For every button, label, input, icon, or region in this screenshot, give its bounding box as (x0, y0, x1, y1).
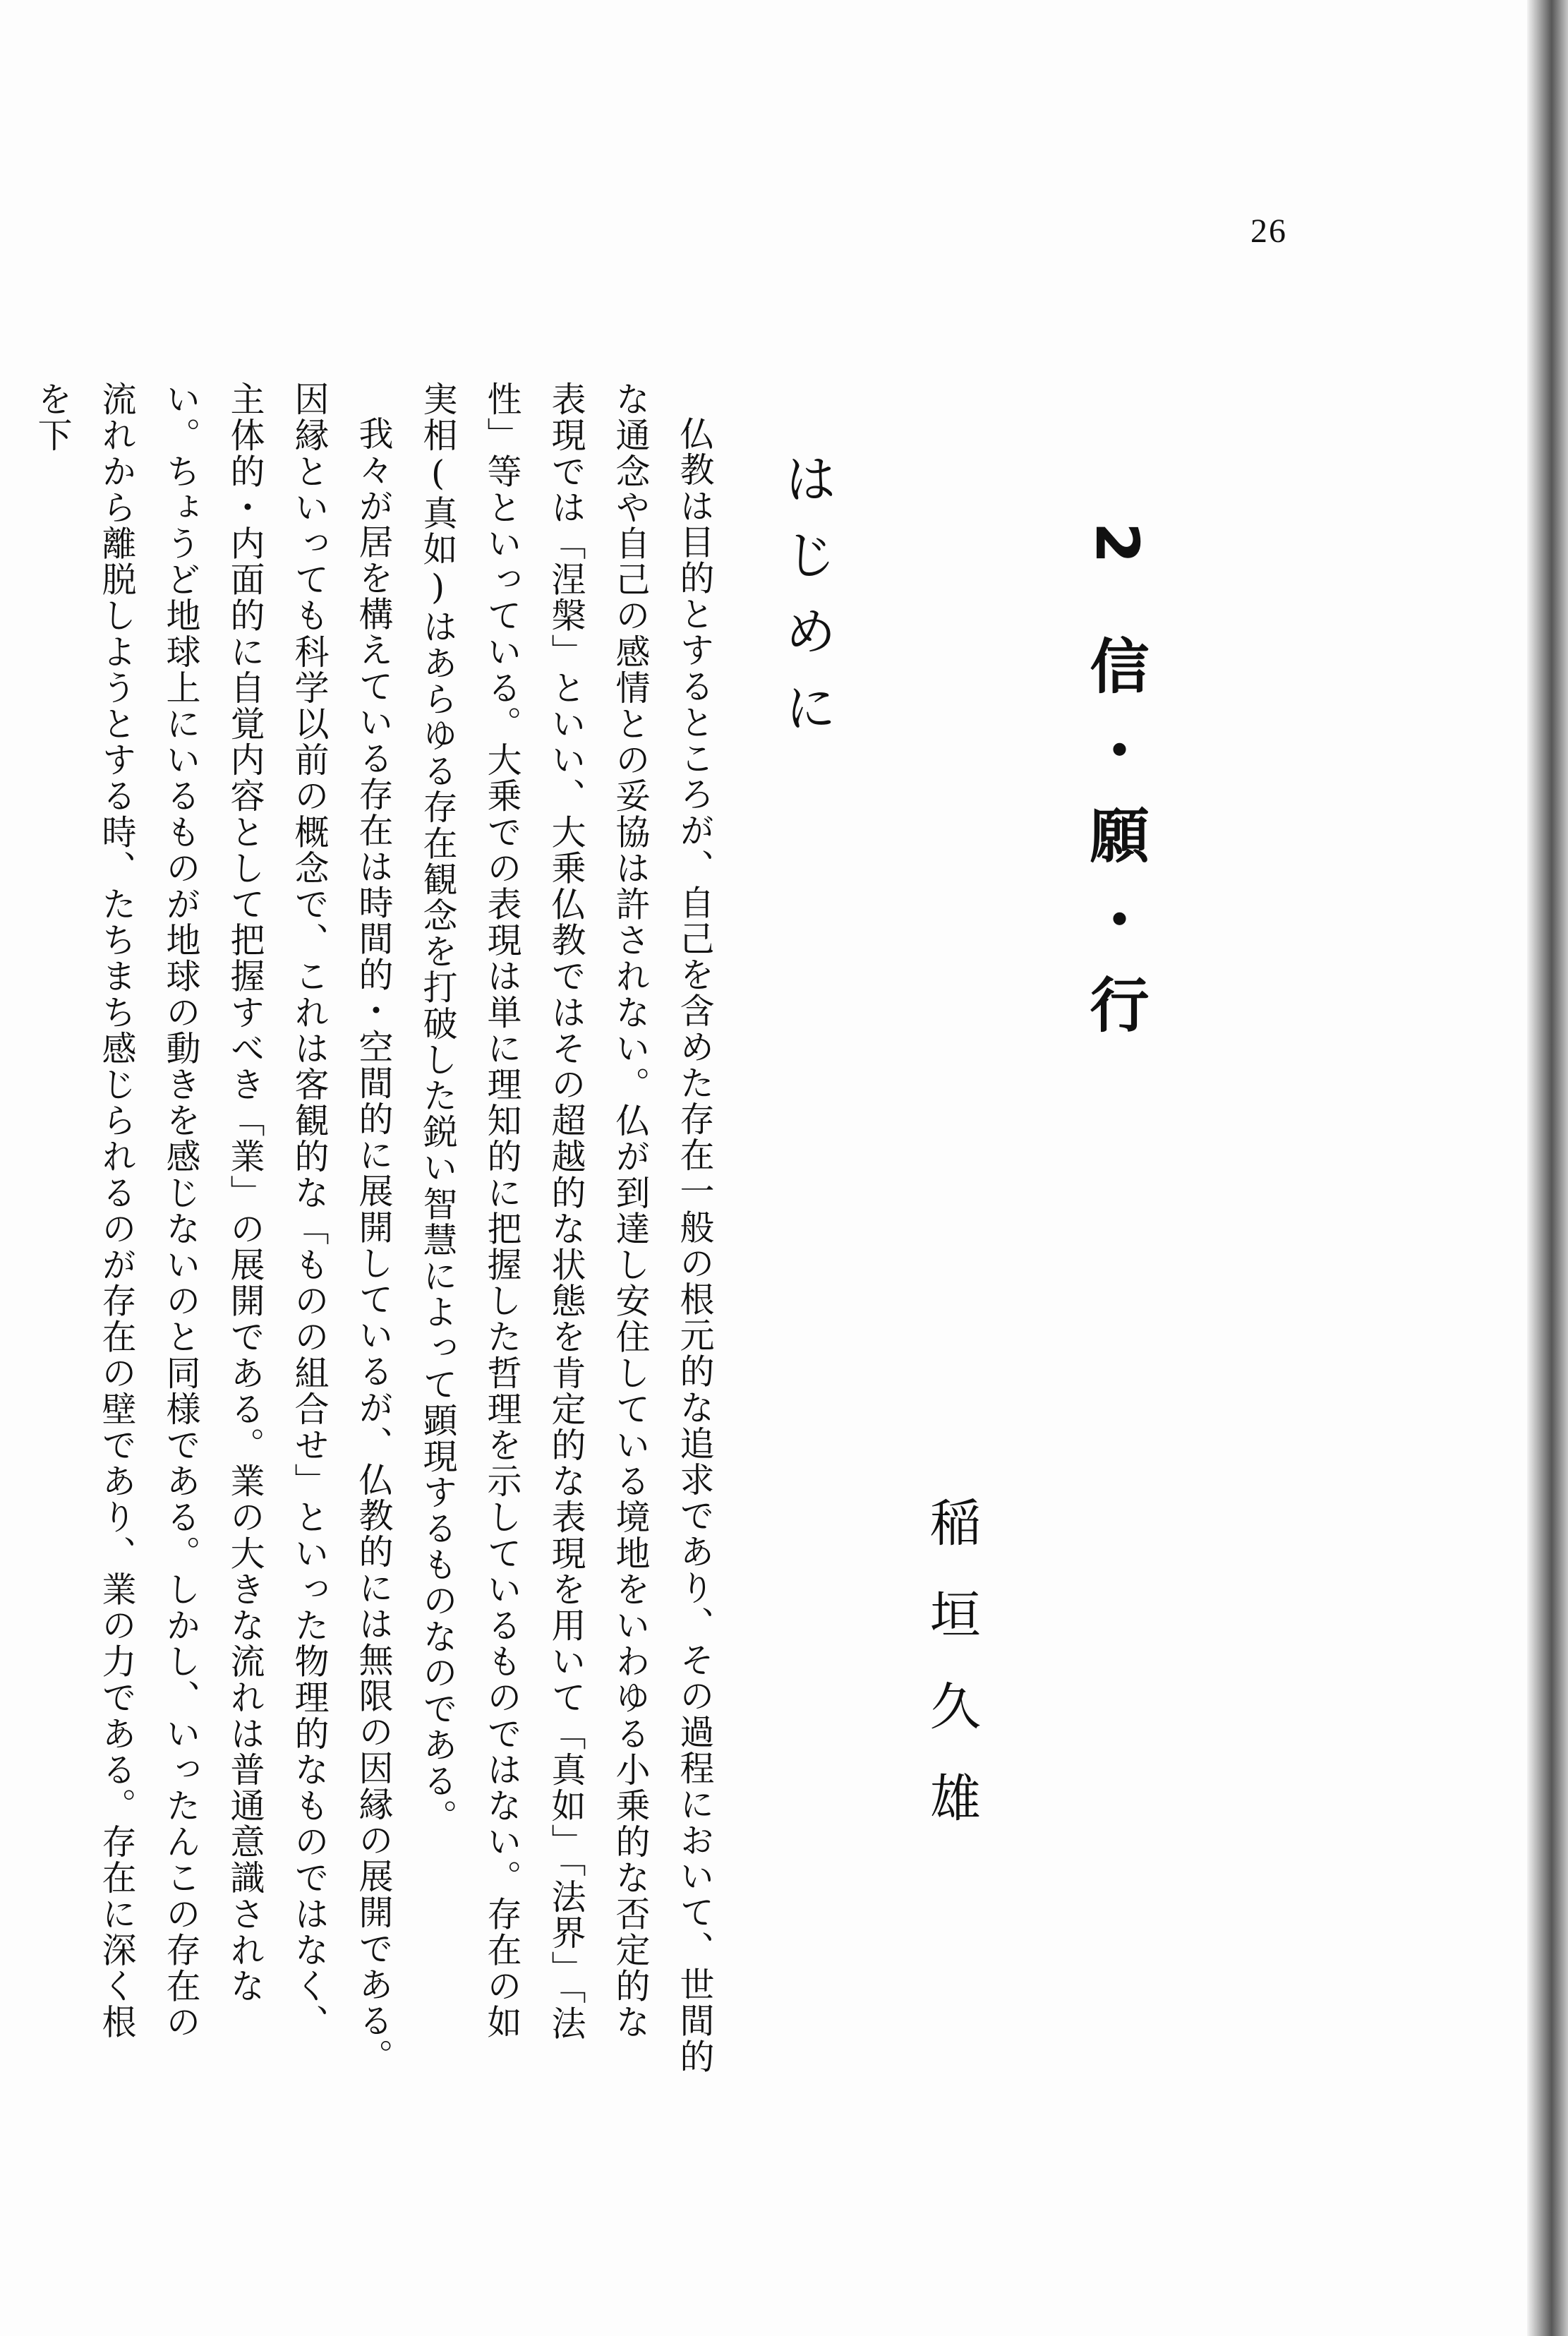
chapter-number: 2 (1082, 522, 1152, 564)
paragraph: 仏教は目的とするところが、自己を含めた存在一般の根元的な追求であり、その過程において、世間的な通念や自己の感情との妥協は許されない。仏が到達し安住している境地をいわゆる小乗的な否定的な表現では「涅槃」といい、大乗仏教ではその超越的な状態を肯定的な表現を用いて「真如」「法界」「法性」等といっている。大乗での表現は単に理知的に把握した哲理を示しているものではない。存在の如実相(真如)はあらゆる存在観念を打破した鋭い智慧によって顕現するものなのである。 (418, 381, 715, 2075)
body-text (32, 381, 727, 2075)
scan-edge-shadow (1527, 0, 1568, 2336)
paragraph: 我々が居を構えている存在は時間的・空間的に展開しているが、仏教的には無限の因縁の展開である。因縁といっても科学以前の概念で、これは客観的な「ものの組合せ」といった物理的なものではなく、主体的・内面的に自覚内容として把握すべき「業」の展開である。業の大きな流れは普通意識されない。ちょうど地球上にいるものが地球の動きを感じないのと同様である。しかし、いったんこの存在の流れから離脱しようとする時、たちまち感じられるのが存在の壁であり、業の力である。存在に深く根を下 (32, 381, 394, 2075)
section-heading: はじめに (776, 452, 837, 757)
chapter-title: 信・願・行 (1080, 635, 1150, 1059)
page-number: 26 (1250, 212, 1287, 250)
author-name: 稲垣久雄 (922, 1496, 981, 1863)
